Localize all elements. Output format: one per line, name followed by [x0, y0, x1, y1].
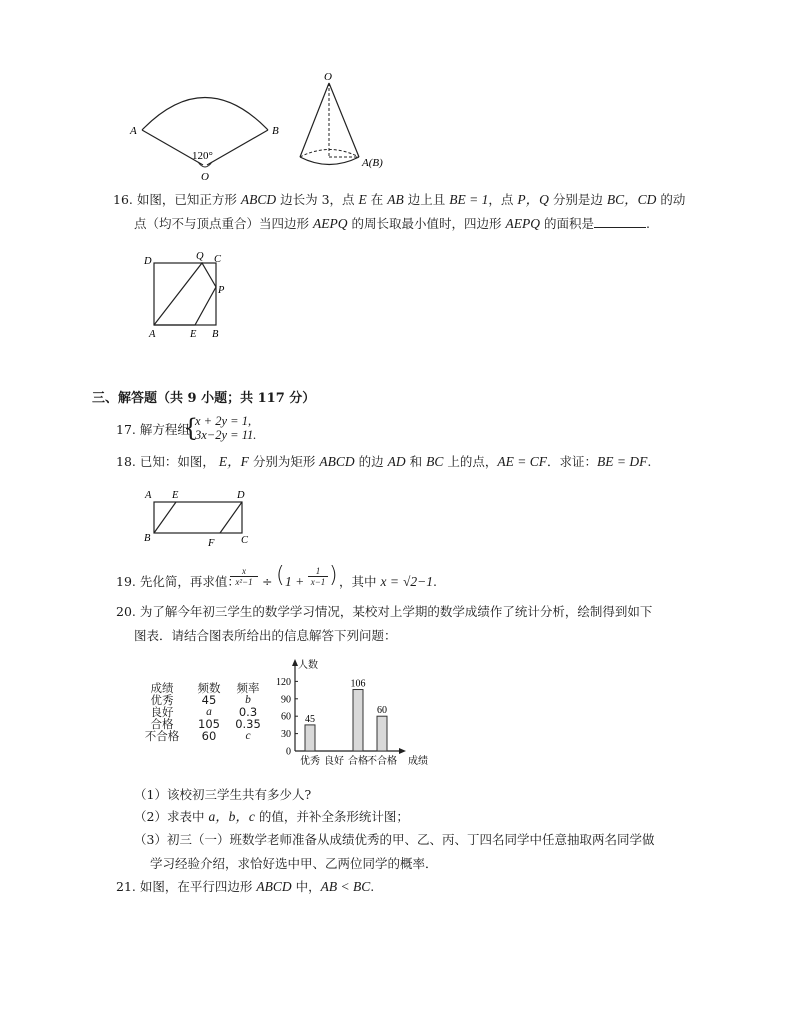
q16-text: 如图，已知正方形: [136, 192, 237, 207]
q21-number: 21.: [116, 879, 136, 894]
category-label: 不合格: [367, 756, 397, 767]
table-cell: c: [245, 730, 251, 742]
q18-text: .: [647, 454, 652, 469]
table-header-cell: 成绩: [150, 681, 174, 695]
sector-label-b: B: [272, 125, 279, 137]
sqrt-icon: √2: [402, 574, 418, 589]
q21-text: 如图，在平行四边形: [139, 879, 253, 894]
q16-var: P，Q: [517, 192, 549, 207]
bar-value-label: 45: [305, 713, 315, 725]
q18-text: 上的点，: [447, 454, 498, 469]
q19-one-plus: 1 +: [285, 574, 305, 589]
sector-label-a: A: [130, 125, 137, 137]
table-row: [134, 730, 268, 742]
answer-blank[interactable]: [594, 215, 646, 228]
category-label: 良好: [324, 756, 344, 767]
q17-number: 17.: [116, 422, 136, 437]
q17-eq1: x + 2y = 1,: [195, 414, 252, 428]
q20-sub1: （1）该校初三学生共有多少人?: [134, 787, 312, 802]
bar-value-label: 60: [377, 705, 387, 717]
fig-label-c: C: [214, 254, 222, 265]
segment-be: [154, 502, 176, 533]
q21-var: AB < BC: [320, 879, 371, 894]
table-cell: 105: [198, 717, 220, 731]
q20-sub2: [134, 808, 409, 825]
x-axis-label: 成绩: [408, 756, 428, 767]
q16-line1: [113, 191, 685, 208]
q21-line: [116, 878, 374, 895]
section-title: 三、解答题（共 9 小题；共 117 分）: [92, 391, 316, 406]
bar: [377, 716, 387, 751]
paren-right-icon: ): [329, 563, 338, 588]
table-cell: 良好: [150, 705, 174, 719]
q20-var: a，b，c: [208, 809, 255, 824]
quad-aepq: [154, 263, 216, 325]
sector-arc: [142, 98, 268, 131]
cone-label-o: O: [324, 71, 332, 83]
sector-label-o: O: [201, 171, 209, 183]
fig-label-d: D: [237, 490, 245, 501]
q20-text: 为了解今年初三学生的数学学习情况，某校对上学期的数学成绩作了统计分析，绘制得到如下: [139, 604, 653, 619]
category-labels: [300, 754, 397, 767]
table-cell: 0.35: [235, 717, 261, 731]
fig-label-f: F: [208, 538, 215, 549]
q19-line: [116, 573, 240, 590]
y-tick-label: 120: [276, 676, 291, 688]
q18-number: 18.: [116, 454, 136, 469]
q16-text: 在: [370, 192, 384, 207]
figure-sector-cone: [120, 70, 420, 185]
sector-radius-right: [207, 130, 268, 165]
fig-label-b: B: [144, 533, 151, 544]
q18-text: 已知：如图，: [139, 454, 215, 469]
q19-var: x =: [380, 574, 399, 589]
q19-fraction2: [308, 566, 328, 587]
fraction-denominator: x−1: [308, 576, 328, 587]
q16-text: 的周长取最小值时，四边形: [351, 216, 502, 231]
q17-eq2: 3x−2y = 11.: [195, 428, 257, 442]
fig-label-b: B: [212, 329, 219, 340]
q16-figure-square: [140, 250, 240, 342]
q18-var: BC: [426, 454, 444, 469]
y-tick-label: 90: [281, 694, 291, 706]
q20-text: （2）求表中: [134, 809, 205, 824]
y-axis-label: 人数: [298, 660, 318, 671]
y-tick-label: 60: [281, 711, 291, 723]
q16-text: 的面积是: [543, 216, 594, 231]
q16-text: 边长为 3，点: [280, 192, 355, 207]
bar: [305, 725, 315, 751]
fig-label-d: D: [144, 256, 152, 267]
q16-var: BE = 1: [449, 192, 489, 207]
brace-icon: {: [183, 414, 199, 442]
q16-text: 点（均不与顶点重合）当四边形: [134, 216, 310, 231]
fig-label-e: E: [190, 329, 197, 340]
category-label: 合格: [348, 756, 368, 767]
cone-right-edge: [329, 83, 359, 157]
rect-abcd: [154, 502, 242, 533]
table-header-cell: 频率: [236, 681, 260, 695]
table-cell: 45: [201, 693, 217, 707]
q16-text: .: [645, 216, 650, 231]
q20-sub3-line1: （3）初三（一）班数学老师准备从成绩优秀的甲、乙、丙、丁四名同学中任意抽取两名同学做: [134, 832, 655, 847]
q18-var: BE = DF: [596, 454, 648, 469]
q21-var: ABCD: [256, 879, 292, 894]
q16-text: 边上且: [407, 192, 446, 207]
y-tick-label: 0: [286, 746, 291, 758]
q18-var: AD: [387, 454, 406, 469]
q18-text: 的边: [358, 454, 384, 469]
cone-left-edge: [300, 83, 329, 157]
q19-fraction1: [230, 566, 258, 587]
table-cell: b: [245, 694, 251, 706]
table-cell: 不合格: [144, 729, 180, 743]
fig-label-e: E: [172, 490, 179, 501]
fig-label-q: Q: [196, 251, 204, 262]
q19-number: 19.: [116, 574, 136, 589]
q16-var: AB: [387, 192, 404, 207]
q18-text: 分别为矩形: [252, 454, 316, 469]
q16-text: 分别是边: [552, 192, 603, 207]
q16-line2: [134, 215, 650, 232]
y-tick-label: 30: [281, 729, 291, 741]
fraction-numerator: 1: [315, 566, 321, 576]
bar-chart: [268, 656, 448, 774]
table-cell: 60: [201, 729, 217, 743]
q18-figure-rectangle: [140, 484, 260, 550]
table-cell: 优秀: [150, 693, 174, 707]
table-header-cell: 频数: [197, 681, 221, 695]
q19-div: ÷: [262, 574, 273, 589]
q20-line2: 图表．请结合图表所给出的信息解答下列问题：: [134, 628, 397, 643]
square-abcd: [154, 263, 216, 325]
q20-sub3-line2: 学习经验介绍，求恰好选中甲、乙两位同学的概率．: [150, 856, 438, 871]
bars: [305, 679, 387, 751]
q18-text: 和: [409, 454, 423, 469]
q21-text: 中，: [295, 879, 321, 894]
q16-var: AEPQ: [505, 216, 540, 231]
q16-text: ，点: [488, 192, 514, 207]
fig-label-c: C: [241, 535, 249, 546]
q21-text: .: [370, 879, 375, 894]
q18-var: AE = CF: [497, 454, 547, 469]
fraction-numerator: x: [242, 566, 246, 576]
q20-line1: [116, 603, 652, 620]
q19-text: 先化简，再求值：: [139, 574, 240, 589]
fig-label-a: A: [145, 490, 152, 501]
fig-label-p: P: [218, 285, 225, 296]
bar-value-label: 106: [350, 678, 366, 690]
q19-text: .: [433, 574, 437, 589]
q16-var: BC，CD: [606, 192, 657, 207]
q17-line: [116, 421, 190, 438]
q18-text: ．求证：: [546, 454, 597, 469]
frequency-table: [134, 682, 268, 742]
q20-text: 的值，并补全条形统计图；: [258, 809, 409, 824]
table-cell: 合格: [150, 717, 174, 731]
q16-var: E: [358, 192, 367, 207]
bar: [353, 690, 363, 751]
q18-var: E，F: [218, 454, 249, 469]
sector-label-angle: 120°: [192, 150, 213, 162]
q16-text: 的动: [660, 192, 686, 207]
q16-var: ABCD: [240, 192, 277, 207]
paren-left-icon: (: [276, 563, 285, 588]
category-label: 优秀: [300, 756, 320, 767]
q17-text: 解方程组: [139, 422, 190, 437]
q18-line: [116, 453, 651, 470]
cone-label-ab: A(B): [362, 157, 383, 169]
table-cell: 0.3: [238, 705, 258, 719]
fig-label-a: A: [149, 329, 156, 340]
table-cell: a: [206, 706, 212, 718]
q16-number: 16.: [113, 192, 133, 207]
cone-base-front: [300, 157, 359, 165]
q20-number: 20.: [116, 604, 136, 619]
q19-var: −1: [417, 574, 434, 589]
segment-df: [220, 502, 242, 533]
fraction-denominator: x²−1: [230, 576, 258, 587]
x-axis-arrow-icon: [399, 748, 406, 754]
q19-rest: [339, 573, 437, 590]
q18-var: ABCD: [319, 454, 355, 469]
q16-var: AEPQ: [313, 216, 348, 231]
q19-text: ，其中: [339, 574, 377, 589]
